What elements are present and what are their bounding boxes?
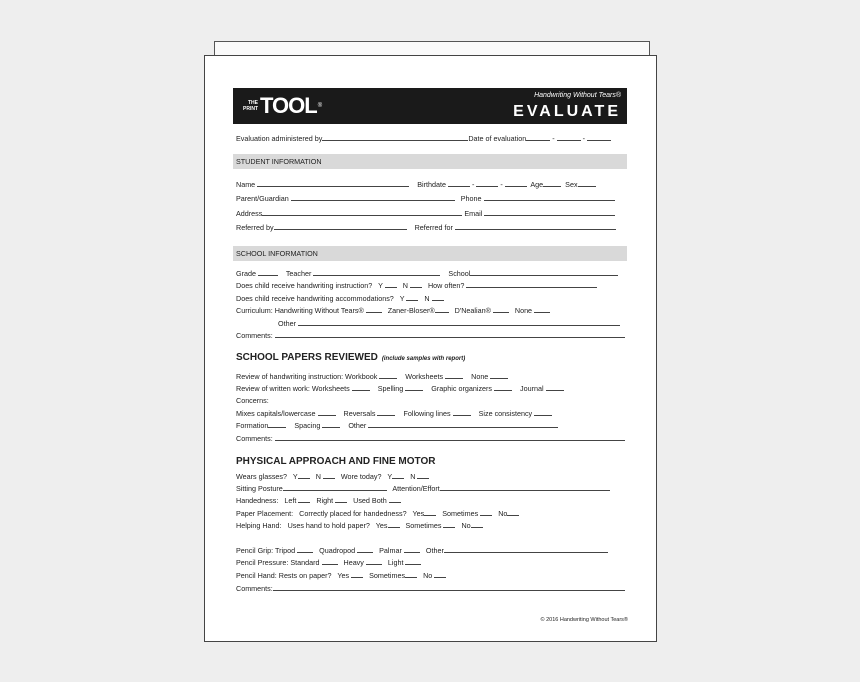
curriculum-row: Curriculum: Handwriting Without Tears® Zaner-Bloser® D'Nealian® None [236, 305, 550, 315]
spelling-field[interactable] [405, 383, 423, 391]
none-field[interactable] [490, 371, 508, 379]
tripod-field[interactable] [297, 545, 313, 553]
pencil-hand-row: Pencil Hand: Rests on paper? Yes Sometimes No [236, 570, 446, 580]
sitting-row: Sitting Posture Attention/Effort [236, 483, 610, 493]
form-title: EVALUATE [513, 103, 621, 120]
handedness-row: Handedness: Left Right Used Both [236, 495, 401, 505]
formation-row: Formation Spacing Other [236, 420, 558, 430]
placement-no[interactable] [507, 508, 519, 516]
attention-field[interactable] [440, 483, 610, 491]
following-lines-field[interactable] [453, 408, 471, 416]
standard-field[interactable] [322, 557, 338, 565]
logo-tool: TOOL [260, 93, 317, 118]
logo-the: THE [248, 100, 258, 106]
accommodations-yes[interactable] [406, 293, 418, 301]
referred-row: Referred by Referred for [236, 222, 616, 232]
palmar-field[interactable] [404, 545, 420, 553]
date-year-field[interactable] [587, 133, 611, 141]
birth-year-field[interactable] [505, 179, 527, 187]
evaluation-line: Evaluation administered by Date of evaluation - - [236, 133, 611, 143]
teacher-field[interactable] [313, 268, 440, 276]
formation-field[interactable] [268, 420, 286, 428]
accommodations-row: Does child receive handwriting accommodations? Y N [236, 293, 444, 303]
address-field[interactable] [262, 208, 462, 216]
papers-comments-row: Comments: [236, 433, 625, 443]
glasses-no[interactable] [323, 471, 335, 479]
papers-heading: SCHOOL PAPERS REVIEWED (include samples with report) [236, 352, 466, 363]
birth-month-field[interactable] [448, 179, 470, 187]
papers-other-field[interactable] [368, 420, 558, 428]
administered-by-field[interactable] [322, 133, 468, 141]
placement-row: Paper Placement: Correctly placed for handedness? Yes Sometimes No [236, 508, 519, 518]
referred-for-field[interactable] [455, 222, 616, 230]
size-consistency-field[interactable] [534, 408, 552, 416]
curriculum-dnealian[interactable] [493, 305, 509, 313]
logo-reg: ® [317, 103, 323, 109]
both-field[interactable] [389, 495, 401, 503]
curriculum-zaner[interactable] [435, 305, 449, 313]
brand-name: Handwriting Without Tears® [534, 92, 621, 99]
heavy-field[interactable] [366, 557, 382, 565]
parent-row: Parent/Guardian Phone [236, 193, 615, 203]
parent-field[interactable] [291, 193, 455, 201]
curriculum-other-field[interactable] [298, 318, 620, 326]
concerns-label: Concerns: [236, 396, 269, 405]
rests-no[interactable] [434, 570, 446, 578]
placement-sometimes[interactable] [480, 508, 492, 516]
today-no[interactable] [417, 471, 429, 479]
school-comments-row: Comments: [236, 330, 625, 340]
name-field[interactable] [257, 179, 409, 187]
grade-row: Grade Teacher School [236, 268, 618, 278]
review-instruction-row: Review of handwriting instruction: Workbook Worksheets None [236, 371, 508, 381]
glasses-row: Wears glasses? Y N Wore today? Y N [236, 471, 429, 481]
reversals-field[interactable] [377, 408, 395, 416]
copyright: © 2016 Handwriting Without Tears® [540, 617, 628, 623]
mixes-field[interactable] [318, 408, 336, 416]
helping-row: Helping Hand: Uses hand to hold paper? Yes Sometimes No [236, 520, 483, 530]
sex-field[interactable] [578, 179, 596, 187]
referred-by-field[interactable] [274, 222, 407, 230]
instruction-yes[interactable] [385, 280, 397, 288]
placement-yes[interactable] [424, 508, 436, 516]
curriculum-other-row: Other [278, 318, 620, 328]
sitting-field[interactable] [283, 483, 387, 491]
accommodations-no[interactable] [432, 293, 444, 301]
date-day-field[interactable] [557, 133, 581, 141]
rests-sometimes[interactable] [405, 570, 417, 578]
helping-yes[interactable] [388, 520, 400, 528]
curriculum-hwt[interactable] [366, 305, 382, 313]
email-field[interactable] [484, 208, 615, 216]
today-yes[interactable] [392, 471, 404, 479]
journal-field[interactable] [546, 383, 564, 391]
school-comments-field[interactable] [275, 330, 625, 338]
motor-heading: PHYSICAL APPROACH AND FINE MOTOR [236, 456, 436, 467]
address-row: Address Email [236, 208, 615, 218]
date-month-field[interactable] [526, 133, 550, 141]
instruction-row: Does child receive handwriting instruction? Y N How often? [236, 280, 597, 290]
right-field[interactable] [335, 495, 347, 503]
papers-comments-field[interactable] [275, 433, 625, 441]
school-field[interactable] [470, 268, 618, 276]
print-tool-logo [243, 92, 322, 120]
pressure-row: Pencil Pressure: Standard Heavy Light [236, 557, 421, 567]
instruction-no[interactable] [410, 280, 422, 288]
grip-row: Pencil Grip: Tripod Quadropod Palmar Other [236, 545, 608, 555]
grade-field[interactable] [258, 268, 278, 276]
school-info-section: SCHOOL INFORMATION [233, 246, 627, 261]
written-worksheets-field[interactable] [352, 383, 370, 391]
curriculum-none[interactable] [534, 305, 550, 313]
how-often-field[interactable] [466, 280, 597, 288]
rests-yes[interactable] [351, 570, 363, 578]
logo-print: PRINT [243, 106, 258, 112]
workbook-field[interactable] [379, 371, 397, 379]
review-written-row: Review of written work: Worksheets Spelling Graphic organizers Journal [236, 383, 564, 393]
spacing-field[interactable] [322, 420, 340, 428]
glasses-yes[interactable] [298, 471, 310, 479]
worksheets-field[interactable] [445, 371, 463, 379]
motor-comments-row: Comments: [236, 583, 625, 593]
motor-comments-field[interactable] [273, 583, 625, 591]
left-field[interactable] [298, 495, 310, 503]
grip-other-field[interactable] [444, 545, 608, 553]
light-field[interactable] [405, 557, 421, 565]
papers-note: (include samples with report) [381, 356, 466, 362]
evaluation-form [204, 55, 657, 642]
age-field[interactable] [543, 179, 561, 187]
helping-sometimes[interactable] [443, 520, 455, 528]
student-info-section: STUDENT INFORMATION [233, 154, 627, 169]
phone-field[interactable] [484, 193, 615, 201]
helping-no[interactable] [471, 520, 483, 528]
quadropod-field[interactable] [357, 545, 373, 553]
graphic-organizers-field[interactable] [494, 383, 512, 391]
name-row: Name Birthdate - - Age Sex [236, 179, 596, 189]
form-header [233, 88, 627, 124]
concerns-row: Mixes capitals/lowercase Reversals Following lines Size consistency [236, 408, 552, 418]
birth-day-field[interactable] [476, 179, 498, 187]
